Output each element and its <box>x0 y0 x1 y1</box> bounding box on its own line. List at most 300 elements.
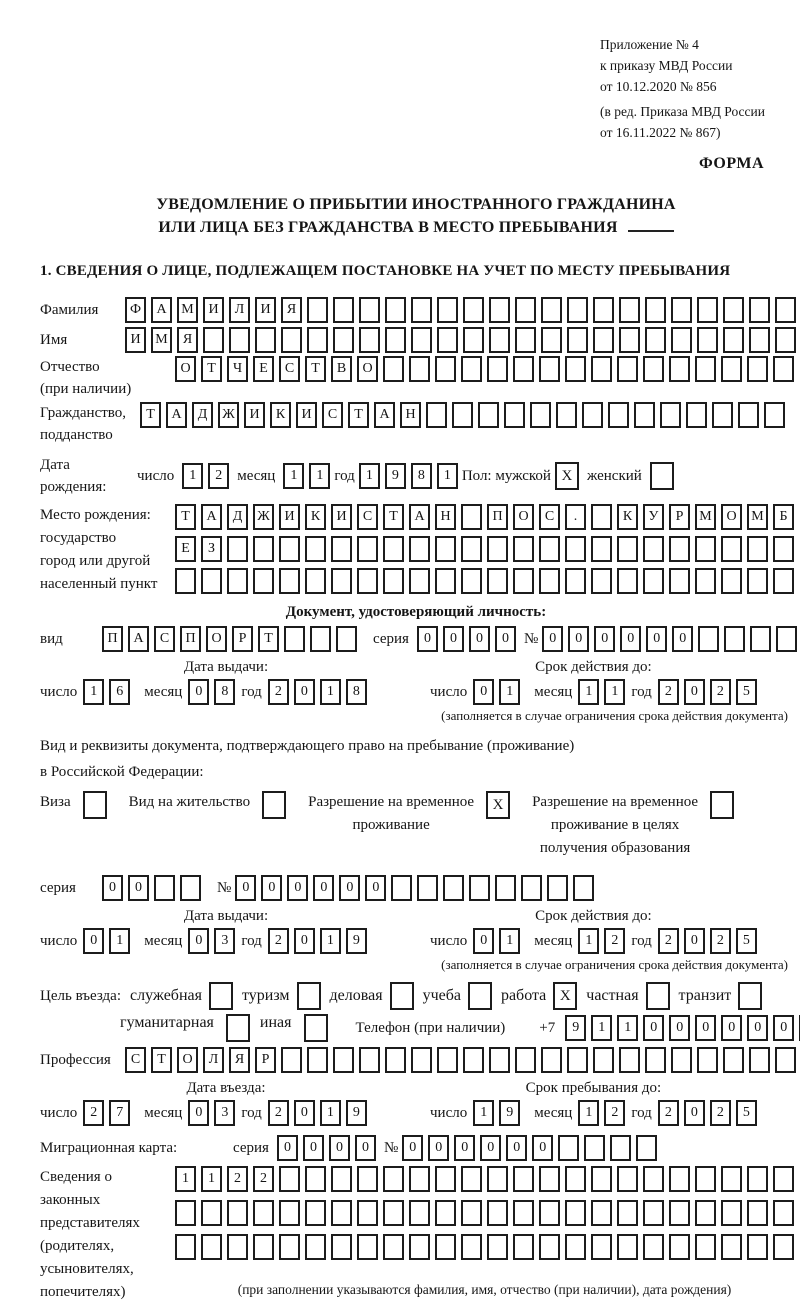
char-box-filled[interactable]: 3 <box>214 1100 235 1126</box>
char-box[interactable] <box>610 1135 631 1161</box>
char-box[interactable] <box>593 327 614 353</box>
char-box[interactable] <box>435 536 456 562</box>
char-box-filled[interactable]: 1 <box>499 928 520 954</box>
char-box-filled[interactable]: О <box>513 504 534 530</box>
char-box[interactable] <box>723 297 744 323</box>
char-box[interactable] <box>698 626 719 652</box>
char-box[interactable] <box>411 327 432 353</box>
char-box[interactable] <box>567 1047 588 1073</box>
char-box[interactable] <box>336 626 357 652</box>
char-box[interactable] <box>539 1234 560 1260</box>
char-box[interactable] <box>513 356 534 382</box>
char-box-filled[interactable]: 1 <box>578 679 599 705</box>
char-box[interactable] <box>411 297 432 323</box>
char-box[interactable] <box>695 1166 716 1192</box>
char-box-filled[interactable]: 2 <box>227 1166 248 1192</box>
char-box-filled[interactable]: И <box>279 504 300 530</box>
char-box-filled[interactable]: 9 <box>385 463 406 489</box>
char-box-filled[interactable]: С <box>154 626 175 652</box>
char-box[interactable] <box>773 1166 794 1192</box>
char-box[interactable] <box>255 327 276 353</box>
char-box-filled[interactable]: 5 <box>736 1100 757 1126</box>
char-box[interactable] <box>567 297 588 323</box>
char-box-filled[interactable]: Т <box>305 356 326 382</box>
char-box[interactable] <box>747 1234 768 1260</box>
char-box[interactable] <box>437 297 458 323</box>
char-box-filled[interactable]: 2 <box>710 1100 731 1126</box>
char-box-filled[interactable]: 0 <box>643 1015 664 1041</box>
char-box-filled[interactable]: В <box>331 356 352 382</box>
char-box[interactable] <box>697 327 718 353</box>
char-box-filled[interactable]: X <box>553 982 577 1010</box>
char-box-filled[interactable]: 6 <box>109 679 130 705</box>
char-box[interactable] <box>513 1166 534 1192</box>
char-box[interactable] <box>721 1166 742 1192</box>
char-box[interactable] <box>636 1135 657 1161</box>
char-box-filled[interactable]: 0 <box>669 1015 690 1041</box>
char-box[interactable] <box>495 875 516 901</box>
char-box-filled[interactable]: 2 <box>710 928 731 954</box>
char-box[interactable] <box>487 356 508 382</box>
char-box-filled[interactable]: 0 <box>339 875 360 901</box>
char-box[interactable] <box>591 1234 612 1260</box>
char-box-filled[interactable]: О <box>357 356 378 382</box>
char-box[interactable] <box>443 875 464 901</box>
char-box-filled[interactable]: 1 <box>578 1100 599 1126</box>
char-box[interactable] <box>203 327 224 353</box>
char-box-filled[interactable]: И <box>125 327 146 353</box>
char-box-filled[interactable]: 0 <box>506 1135 527 1161</box>
char-box[interactable] <box>591 568 612 594</box>
char-box[interactable] <box>489 1047 510 1073</box>
char-box-filled[interactable]: Д <box>227 504 248 530</box>
char-box[interactable] <box>411 1047 432 1073</box>
char-box[interactable] <box>435 356 456 382</box>
char-box[interactable] <box>409 1234 430 1260</box>
char-box[interactable] <box>489 297 510 323</box>
char-box[interactable] <box>671 1047 692 1073</box>
char-box-filled[interactable]: 0 <box>684 928 705 954</box>
char-box[interactable] <box>391 875 412 901</box>
char-box[interactable] <box>773 356 794 382</box>
char-box[interactable] <box>721 1200 742 1226</box>
char-box-filled[interactable]: И <box>244 402 265 428</box>
char-box-filled[interactable]: 9 <box>346 928 367 954</box>
char-box[interactable] <box>697 1047 718 1073</box>
char-box-filled[interactable]: 0 <box>402 1135 423 1161</box>
char-box[interactable] <box>359 327 380 353</box>
char-box[interactable] <box>359 297 380 323</box>
char-box[interactable] <box>591 536 612 562</box>
char-box[interactable] <box>591 356 612 382</box>
char-box[interactable] <box>305 1234 326 1260</box>
char-box-filled[interactable]: Т <box>201 356 222 382</box>
char-box-filled[interactable]: 1 <box>201 1166 222 1192</box>
char-box[interactable] <box>305 568 326 594</box>
char-box[interactable] <box>582 402 603 428</box>
char-box-filled[interactable]: 0 <box>620 626 641 652</box>
char-box[interactable] <box>747 568 768 594</box>
char-box[interactable] <box>608 402 629 428</box>
char-box[interactable] <box>175 568 196 594</box>
char-box-filled[interactable]: 2 <box>604 1100 625 1126</box>
char-box-filled[interactable]: 1 <box>320 679 341 705</box>
char-box-filled[interactable]: 2 <box>658 928 679 954</box>
char-box[interactable] <box>565 356 586 382</box>
char-box-filled[interactable]: 0 <box>235 875 256 901</box>
char-box-filled[interactable]: 1 <box>182 463 203 489</box>
char-box[interactable] <box>643 1200 664 1226</box>
char-box-filled[interactable]: 0 <box>303 1135 324 1161</box>
char-box[interactable] <box>201 1234 222 1260</box>
char-box[interactable] <box>357 1166 378 1192</box>
char-box-filled[interactable]: И <box>203 297 224 323</box>
char-box[interactable] <box>331 536 352 562</box>
char-box[interactable] <box>773 1234 794 1260</box>
char-box-filled[interactable]: С <box>357 504 378 530</box>
char-box[interactable] <box>284 626 305 652</box>
char-box-filled[interactable]: М <box>177 297 198 323</box>
char-box[interactable] <box>565 1200 586 1226</box>
char-box[interactable] <box>645 327 666 353</box>
char-box-filled[interactable]: Я <box>281 297 302 323</box>
char-box[interactable] <box>180 875 201 901</box>
char-box[interactable] <box>695 1200 716 1226</box>
char-box[interactable] <box>712 402 733 428</box>
char-box-filled[interactable]: А <box>151 297 172 323</box>
char-box[interactable] <box>229 327 250 353</box>
char-box[interactable] <box>175 1200 196 1226</box>
char-box-filled[interactable]: 2 <box>253 1166 274 1192</box>
char-box[interactable] <box>331 1234 352 1260</box>
char-box-filled[interactable]: 5 <box>736 679 757 705</box>
char-box[interactable] <box>697 297 718 323</box>
char-box[interactable] <box>710 791 734 819</box>
char-box[interactable] <box>764 402 785 428</box>
char-box-filled[interactable]: 0 <box>417 626 438 652</box>
char-box[interactable] <box>487 536 508 562</box>
char-box-filled[interactable]: 9 <box>565 1015 586 1041</box>
char-box-filled[interactable]: 0 <box>469 626 490 652</box>
char-box[interactable] <box>724 626 745 652</box>
char-box[interactable] <box>775 1047 796 1073</box>
char-box[interactable] <box>383 568 404 594</box>
char-box[interactable] <box>565 1234 586 1260</box>
char-box[interactable] <box>773 568 794 594</box>
char-box[interactable] <box>773 536 794 562</box>
char-box[interactable] <box>468 982 492 1010</box>
char-box[interactable] <box>452 402 473 428</box>
char-box[interactable] <box>469 875 490 901</box>
char-box[interactable] <box>695 568 716 594</box>
char-box-filled[interactable]: 1 <box>309 463 330 489</box>
char-box[interactable] <box>385 297 406 323</box>
char-box[interactable] <box>253 568 274 594</box>
char-box-filled[interactable]: Я <box>229 1047 250 1073</box>
char-box[interactable] <box>646 982 670 1010</box>
char-box[interactable] <box>775 297 796 323</box>
char-box-filled[interactable]: 0 <box>188 1100 209 1126</box>
char-box-filled[interactable]: 0 <box>594 626 615 652</box>
char-box-filled[interactable]: 0 <box>443 626 464 652</box>
char-box[interactable] <box>617 536 638 562</box>
char-box-filled[interactable]: А <box>166 402 187 428</box>
char-box-filled[interactable]: А <box>374 402 395 428</box>
char-box[interactable] <box>383 1166 404 1192</box>
char-box-filled[interactable]: Т <box>348 402 369 428</box>
char-box-filled[interactable]: 0 <box>329 1135 350 1161</box>
char-box[interactable] <box>591 1166 612 1192</box>
char-box-filled[interactable]: А <box>128 626 149 652</box>
char-box[interactable] <box>304 1014 328 1042</box>
char-box-filled[interactable]: Л <box>203 1047 224 1073</box>
char-box-filled[interactable]: 5 <box>736 928 757 954</box>
char-box[interactable] <box>747 356 768 382</box>
char-box-filled[interactable]: С <box>322 402 343 428</box>
char-box-filled[interactable]: М <box>695 504 716 530</box>
char-box[interactable] <box>357 1200 378 1226</box>
char-box-filled[interactable]: 0 <box>568 626 589 652</box>
char-box[interactable] <box>487 568 508 594</box>
char-box[interactable] <box>593 297 614 323</box>
char-box-filled[interactable]: 1 <box>83 679 104 705</box>
char-box[interactable] <box>617 356 638 382</box>
char-box[interactable] <box>669 568 690 594</box>
char-box[interactable] <box>619 327 640 353</box>
char-box[interactable] <box>417 875 438 901</box>
char-box[interactable] <box>390 982 414 1010</box>
char-box[interactable] <box>279 1234 300 1260</box>
char-box-filled[interactable]: 0 <box>480 1135 501 1161</box>
char-box-filled[interactable]: 0 <box>128 875 149 901</box>
char-box[interactable] <box>154 875 175 901</box>
char-box-filled[interactable]: Д <box>192 402 213 428</box>
char-box-filled[interactable]: С <box>279 356 300 382</box>
char-box[interactable] <box>305 1166 326 1192</box>
char-box[interactable] <box>281 1047 302 1073</box>
char-box[interactable] <box>437 327 458 353</box>
char-box[interactable] <box>201 568 222 594</box>
char-box[interactable] <box>721 568 742 594</box>
char-box-filled[interactable]: 2 <box>268 928 289 954</box>
char-box-filled[interactable]: 0 <box>102 875 123 901</box>
char-box[interactable] <box>565 568 586 594</box>
char-box[interactable] <box>750 626 771 652</box>
char-box-filled[interactable]: Л <box>229 297 250 323</box>
char-box[interactable] <box>262 791 286 819</box>
char-box[interactable] <box>331 568 352 594</box>
char-box[interactable] <box>461 356 482 382</box>
char-box[interactable] <box>307 327 328 353</box>
char-box-filled[interactable]: 1 <box>617 1015 638 1041</box>
char-box[interactable] <box>463 297 484 323</box>
char-box[interactable] <box>305 536 326 562</box>
char-box[interactable] <box>409 1200 430 1226</box>
char-box[interactable] <box>487 1200 508 1226</box>
char-box[interactable] <box>513 1234 534 1260</box>
char-box[interactable] <box>749 1047 770 1073</box>
char-box[interactable] <box>617 1166 638 1192</box>
char-box[interactable] <box>695 356 716 382</box>
char-box[interactable] <box>253 536 274 562</box>
char-box-filled[interactable]: 0 <box>277 1135 298 1161</box>
char-box-filled[interactable]: 1 <box>320 1100 341 1126</box>
char-box[interactable] <box>591 504 612 530</box>
char-box-filled[interactable]: 8 <box>214 679 235 705</box>
char-box[interactable] <box>539 536 560 562</box>
char-box[interactable] <box>437 1047 458 1073</box>
char-box[interactable] <box>478 402 499 428</box>
char-box[interactable] <box>227 1200 248 1226</box>
char-box[interactable] <box>634 402 655 428</box>
char-box-filled[interactable]: Е <box>253 356 274 382</box>
char-box[interactable] <box>331 1200 352 1226</box>
char-box[interactable] <box>515 1047 536 1073</box>
char-box-filled[interactable]: Н <box>400 402 421 428</box>
char-box-filled[interactable]: 1 <box>473 1100 494 1126</box>
char-box[interactable] <box>539 568 560 594</box>
char-box[interactable] <box>383 1200 404 1226</box>
char-box-filled[interactable]: К <box>305 504 326 530</box>
char-box[interactable] <box>333 297 354 323</box>
char-box[interactable] <box>584 1135 605 1161</box>
char-box[interactable] <box>209 982 233 1010</box>
char-box-filled[interactable]: Т <box>383 504 404 530</box>
char-box[interactable] <box>660 402 681 428</box>
char-box[interactable] <box>723 327 744 353</box>
char-box[interactable] <box>643 1234 664 1260</box>
char-box-filled[interactable]: 8 <box>346 679 367 705</box>
char-box[interactable] <box>227 536 248 562</box>
char-box-filled[interactable]: Т <box>140 402 161 428</box>
char-box-filled[interactable]: О <box>177 1047 198 1073</box>
char-box-filled[interactable]: 0 <box>721 1015 742 1041</box>
char-box-filled[interactable]: 1 <box>359 463 380 489</box>
char-box[interactable] <box>645 297 666 323</box>
char-box[interactable] <box>435 1200 456 1226</box>
char-box-filled[interactable]: X <box>486 791 510 819</box>
char-box[interactable] <box>279 536 300 562</box>
char-box-filled[interactable]: 2 <box>658 1100 679 1126</box>
char-box-filled[interactable]: У <box>643 504 664 530</box>
char-box-filled[interactable]: 0 <box>287 875 308 901</box>
char-box-filled[interactable]: 1 <box>175 1166 196 1192</box>
char-box-filled[interactable]: 0 <box>672 626 693 652</box>
char-box-filled[interactable]: 1 <box>578 928 599 954</box>
char-box[interactable] <box>461 1234 482 1260</box>
char-box[interactable] <box>539 1200 560 1226</box>
char-box-filled[interactable]: 2 <box>208 463 229 489</box>
char-box[interactable] <box>541 327 562 353</box>
char-box[interactable] <box>175 1234 196 1260</box>
char-box-filled[interactable]: 9 <box>499 1100 520 1126</box>
char-box[interactable] <box>463 1047 484 1073</box>
char-box[interactable] <box>227 568 248 594</box>
char-box-filled[interactable]: С <box>125 1047 146 1073</box>
char-box[interactable] <box>383 536 404 562</box>
char-box[interactable] <box>333 1047 354 1073</box>
char-box-filled[interactable]: . <box>565 504 586 530</box>
char-box-filled[interactable]: 2 <box>658 679 679 705</box>
char-box[interactable] <box>383 356 404 382</box>
char-box[interactable] <box>487 1166 508 1192</box>
char-box-filled[interactable]: К <box>617 504 638 530</box>
char-box[interactable] <box>591 1200 612 1226</box>
char-box[interactable] <box>307 297 328 323</box>
char-box[interactable] <box>669 1200 690 1226</box>
char-box[interactable] <box>359 1047 380 1073</box>
char-box[interactable] <box>643 356 664 382</box>
char-box-filled[interactable]: М <box>151 327 172 353</box>
char-box[interactable] <box>749 297 770 323</box>
char-box[interactable] <box>619 297 640 323</box>
char-box[interactable] <box>409 356 430 382</box>
char-box-filled[interactable]: Т <box>151 1047 172 1073</box>
char-box-filled[interactable]: 0 <box>294 679 315 705</box>
char-box-filled[interactable]: Н <box>435 504 456 530</box>
char-box-filled[interactable]: 2 <box>268 1100 289 1126</box>
char-box[interactable] <box>619 1047 640 1073</box>
char-box[interactable] <box>515 297 536 323</box>
char-box[interactable] <box>515 327 536 353</box>
char-box-filled[interactable]: Т <box>175 504 196 530</box>
char-box-filled[interactable]: Р <box>669 504 690 530</box>
char-box-filled[interactable]: Р <box>232 626 253 652</box>
char-box[interactable] <box>461 536 482 562</box>
char-box-filled[interactable]: 7 <box>109 1100 130 1126</box>
char-box[interactable] <box>310 626 331 652</box>
char-box-filled[interactable]: X <box>555 462 579 490</box>
char-box[interactable] <box>461 1166 482 1192</box>
char-box-filled[interactable]: 0 <box>454 1135 475 1161</box>
char-box-filled[interactable]: 0 <box>294 1100 315 1126</box>
char-box-filled[interactable]: Ч <box>227 356 248 382</box>
char-box[interactable] <box>226 1014 250 1042</box>
char-box[interactable] <box>513 536 534 562</box>
char-box[interactable] <box>669 356 690 382</box>
char-box-filled[interactable]: 1 <box>591 1015 612 1041</box>
char-box-filled[interactable]: 2 <box>83 1100 104 1126</box>
char-box-filled[interactable]: 3 <box>214 928 235 954</box>
char-box[interactable] <box>669 1166 690 1192</box>
char-box-filled[interactable]: 8 <box>411 463 432 489</box>
char-box[interactable] <box>671 327 692 353</box>
char-box[interactable] <box>721 356 742 382</box>
char-box-filled[interactable]: 1 <box>283 463 304 489</box>
char-box[interactable] <box>617 1234 638 1260</box>
char-box[interactable] <box>565 1166 586 1192</box>
char-box-filled[interactable]: 2 <box>268 679 289 705</box>
char-box[interactable] <box>83 791 107 819</box>
char-box-filled[interactable]: Ж <box>253 504 274 530</box>
char-box[interactable] <box>279 1200 300 1226</box>
char-box[interactable] <box>617 568 638 594</box>
char-box-filled[interactable]: П <box>102 626 123 652</box>
char-box-filled[interactable]: 0 <box>532 1135 553 1161</box>
char-box[interactable] <box>521 875 542 901</box>
char-box-filled[interactable]: 2 <box>710 679 731 705</box>
char-box-filled[interactable]: 0 <box>473 928 494 954</box>
char-box-filled[interactable]: 0 <box>542 626 563 652</box>
char-box[interactable] <box>747 536 768 562</box>
char-box[interactable] <box>547 875 568 901</box>
char-box[interactable] <box>357 568 378 594</box>
char-box-filled[interactable]: 1 <box>109 928 130 954</box>
char-box[interactable] <box>645 1047 666 1073</box>
char-box[interactable] <box>593 1047 614 1073</box>
char-box[interactable] <box>723 1047 744 1073</box>
char-box[interactable] <box>487 1234 508 1260</box>
